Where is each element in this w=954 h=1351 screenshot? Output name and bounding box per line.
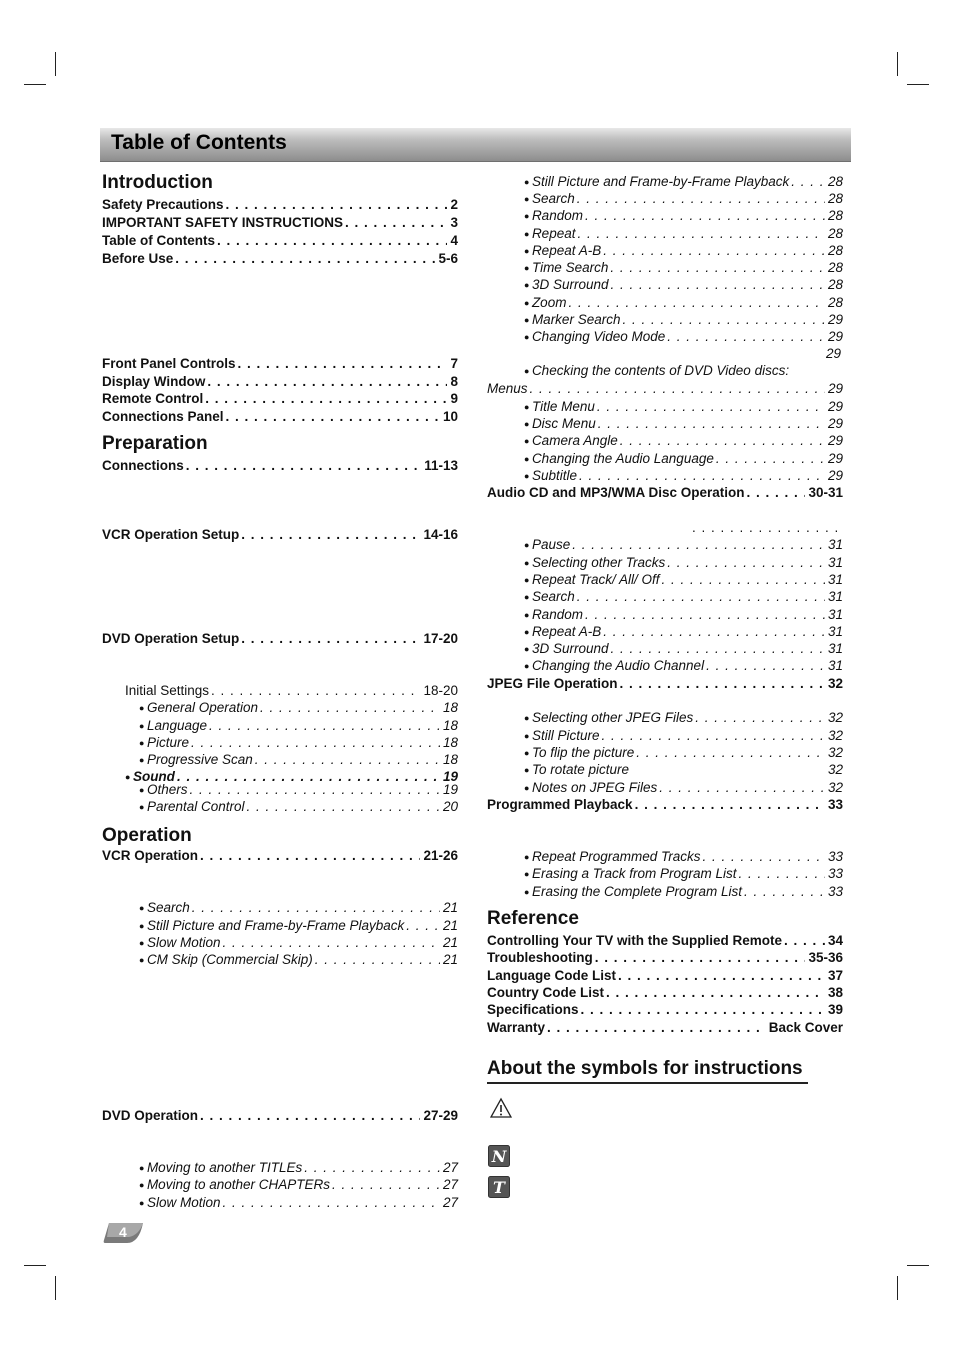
toc-subentry[interactable]: ● Subtitle . . . 29 [524,468,843,484]
toc-subentry[interactable]: ● 3D Surround . . . 31 [524,641,843,657]
page-number: 4 [119,1224,127,1240]
toc-subentry[interactable]: ● Changing Video Mode . . . 29 [524,329,843,345]
toc-subentry[interactable]: ● Time Search . . . 28 [524,260,843,276]
toc-subentry[interactable]: ● General Operation . . . 18 [139,700,458,716]
toc-subentry[interactable]: ● Still Picture and Frame-by-Frame Playback . . . 21 [139,918,458,934]
toc-entry[interactable]: Display Window . . . 8 [102,374,458,390]
toc-entry[interactable]: Before Use . . . 5-6 [102,251,458,267]
note-icon [488,1145,510,1167]
toc-subentry[interactable]: ● To rotate picture 32 [524,762,843,778]
toc-subentry[interactable]: ● Search . . . 21 [139,900,458,916]
toc-subentry[interactable]: ● Repeat Programmed Tracks . . . 33 [524,849,843,865]
toc-entry[interactable]: Safety Precautions . . . 2 [102,197,458,213]
page-number-badge [103,1221,145,1245]
toc-entry[interactable]: DVD Operation . . . 27-29 [102,1108,458,1124]
toc-entry[interactable]: Troubleshooting . . . 35-36 [487,950,843,966]
toc-entry[interactable]: Connections Panel . . . 10 [102,409,458,425]
toc-subentry[interactable]: ● Notes on JPEG Files . . . 32 [524,780,843,796]
toc-subentry[interactable]: ● Changing the Audio Language . . . 29 [524,451,843,467]
crop-mark [24,1265,46,1266]
section-heading-introduction: Introduction [102,172,213,193]
toc-subentry[interactable]: ● Selecting other Tracks . . . 31 [524,555,843,571]
toc-subentry[interactable]: ● Slow Motion . . . 27 [139,1195,458,1211]
title-bar [100,128,851,162]
crop-mark [24,84,46,85]
tip-icon [488,1176,510,1198]
toc-entry[interactable]: VCR Operation Setup . . . 14-16 [102,527,458,543]
toc-subentry[interactable]: ● Search . . . 28 [524,191,843,207]
toc-entry[interactable]: DVD Operation Setup . . . 17-20 [102,631,458,647]
section-heading-operation: Operation [102,825,192,846]
toc-entry[interactable]: VCR Operation . . . 21-26 [102,848,458,864]
warning-triangle-icon [490,1097,512,1119]
toc-entry[interactable]: Programmed Playback . . . 33 [487,797,843,813]
toc-entry[interactable]: Controlling Your TV with the Supplied Remote . . . 34 [487,933,843,949]
toc-subentry[interactable]: ● To flip the picture . . . 32 [524,745,843,761]
toc-subentry[interactable]: ● Camera Angle . . . 29 [524,433,843,449]
toc-subentry[interactable]: ● Changing the Audio Channel . . . 31 [524,658,843,674]
toc-entry[interactable]: Country Code List . . . 38 [487,985,843,1001]
toc-subentry[interactable]: ● Title Menu . . . 29 [524,399,843,415]
toc-entry[interactable]: Connections . . . 11-13 [102,458,458,474]
toc-subentry[interactable]: ● 3D Surround . . . 28 [524,277,843,293]
toc-entry[interactable]: Specifications . . . 39 [487,1002,843,1018]
toc-subentry[interactable]: ● Marker Search . . . 29 [524,312,843,328]
crop-mark [55,1276,56,1300]
crop-mark [55,52,56,76]
toc-entry[interactable]: Remote Control . . . 9 [102,391,458,407]
crop-mark [907,84,929,85]
toc-entry[interactable]: Front Panel Controls . . . 7 [102,356,458,372]
leader-dots: . . . . . . . . . . . . . . . . [692,520,840,535]
toc-subentry[interactable]: ● Repeat A-B . . . 28 [524,243,843,259]
symbols-heading: About the symbols for instructions [487,1058,808,1084]
toc-subentry[interactable]: Menus . . . 29 [487,381,843,397]
toc-subentry[interactable]: ● Moving to another TITLEs . . . 27 [139,1160,458,1176]
toc-subentry[interactable]: ● Repeat A-B . . . 31 [524,624,843,640]
orphan-page-number: 29 [826,346,842,361]
toc-subentry[interactable]: ● Random . . . 31 [524,607,843,623]
toc-entry[interactable]: IMPORTANT SAFETY INSTRUCTIONS . . . 3 [102,215,458,231]
toc-subentry[interactable]: ● Still Picture and Frame-by-Frame Playback . . . 28 [524,174,843,190]
section-heading-preparation: Preparation [102,433,208,454]
toc-subentry[interactable]: ● Selecting other JPEG Files . . . 32 [524,710,843,726]
toc-subentry[interactable]: ● Pause . . . 31 [524,537,843,553]
toc-subentry[interactable]: ● Slow Motion . . . 21 [139,935,458,951]
crop-mark [907,1265,929,1266]
toc-entry[interactable]: Warranty . . . Back Cover [487,1020,843,1036]
toc-subentry[interactable]: ● Sound . . . 19 [125,769,458,785]
crop-mark [897,1276,898,1300]
toc-subentry[interactable]: ● Erasing a Track from Program List . . . 33 [524,866,843,882]
toc-subentry[interactable]: ● Still Picture . . . 32 [524,728,843,744]
toc-subentry[interactable]: ● Disc Menu . . . 29 [524,416,843,432]
toc-entry[interactable]: Initial Settings . . . 18-20 [125,683,458,699]
page-title: Table of Contents [111,131,287,154]
toc-subentry[interactable]: ● Moving to another CHAPTERs . . . 27 [139,1177,458,1193]
toc-subentry[interactable]: ● Random . . . 28 [524,208,843,224]
toc-note: ● Checking the contents of DVD Video discs: [524,363,790,378]
toc-entry[interactable]: Audio CD and MP3/WMA Disc Operation . . . 30-31 [487,485,843,501]
toc-subentry[interactable]: ● Language . . . 18 [139,718,458,734]
svg-text:N: N [491,1147,507,1166]
toc-entry[interactable]: Table of Contents . . . 4 [102,233,458,249]
toc-subentry[interactable]: ● Others . . . 19 [139,782,458,798]
toc-subentry[interactable]: ● Repeat . . . 28 [524,226,843,242]
toc-subentry[interactable]: ● Progressive Scan . . . 18 [139,752,458,768]
toc-subentry[interactable]: ● Repeat Track/ All/ Off . . . 31 [524,572,843,588]
toc-subentry[interactable]: ● CM Skip (Commercial Skip) . . . 21 [139,952,458,968]
toc-subentry[interactable]: ● Parental Control . . . 20 [139,799,458,815]
toc-entry[interactable]: JPEG File Operation . . . 32 [487,676,843,692]
toc-subentry[interactable]: ● Search . . . 31 [524,589,843,605]
svg-text:T: T [493,1178,505,1197]
toc-subentry[interactable]: ● Erasing the Complete Program List . . . 33 [524,884,843,900]
toc-subentry[interactable]: ● Zoom . . . 28 [524,295,843,311]
section-heading-reference: Reference [487,908,579,929]
crop-mark [897,52,898,76]
toc-subentry[interactable]: ● Picture . . . 18 [139,735,458,751]
toc-entry[interactable]: Language Code List . . . 37 [487,968,843,984]
